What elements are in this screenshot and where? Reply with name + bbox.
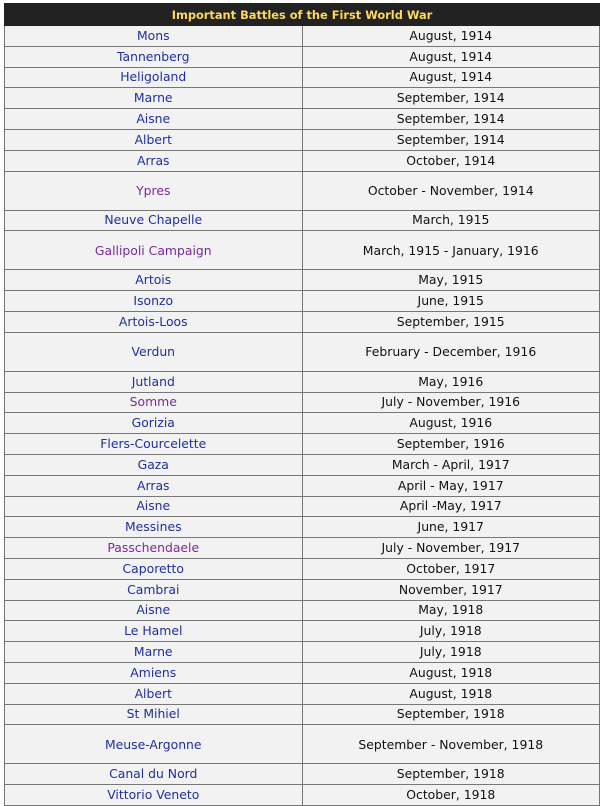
battle-date: October, 1917 bbox=[302, 558, 600, 579]
battle-date: June, 1915 bbox=[302, 291, 600, 312]
table-row bbox=[5, 538, 600, 559]
battle-link[interactable]: Gaza bbox=[137, 456, 169, 472]
battle-cell bbox=[5, 642, 303, 663]
table-header-row bbox=[5, 4, 600, 26]
battle-date: September, 1918 bbox=[302, 764, 600, 785]
battle-date: September - November, 1918 bbox=[302, 725, 600, 764]
battle-date: March, 1915 - January, 1916 bbox=[302, 231, 600, 270]
battle-date: August, 1916 bbox=[302, 413, 600, 434]
table-row bbox=[5, 475, 600, 496]
table-title: Important Battles of the First World War bbox=[5, 4, 600, 26]
battle-link[interactable]: Flers-Courcelette bbox=[100, 436, 207, 452]
battle-cell bbox=[5, 434, 303, 455]
battle-link[interactable]: Messines bbox=[124, 519, 182, 535]
battle-link[interactable]: Artois bbox=[135, 272, 172, 288]
battle-link[interactable]: Gorizia bbox=[131, 415, 175, 431]
battle-date: July, 1918 bbox=[302, 642, 600, 663]
battle-link[interactable]: Mons bbox=[136, 27, 170, 43]
table-row bbox=[5, 88, 600, 109]
battle-date: July, 1918 bbox=[302, 621, 600, 642]
table-row bbox=[5, 725, 600, 764]
battle-cell bbox=[5, 683, 303, 704]
table-row bbox=[5, 109, 600, 130]
table-row bbox=[5, 558, 600, 579]
battle-date: October, 1918 bbox=[302, 785, 600, 806]
table-row bbox=[5, 150, 600, 171]
battle-link[interactable]: Albert bbox=[134, 685, 172, 701]
battle-date: April -May, 1917 bbox=[302, 496, 600, 517]
battle-cell bbox=[5, 150, 303, 171]
table-row bbox=[5, 210, 600, 231]
battle-cell bbox=[5, 332, 303, 371]
battle-link[interactable]: Passchendaele bbox=[107, 540, 200, 556]
battle-date: October, 1914 bbox=[302, 150, 600, 171]
battle-cell bbox=[5, 291, 303, 312]
battle-link[interactable]: Arras bbox=[137, 152, 170, 168]
table-row bbox=[5, 704, 600, 725]
battle-cell bbox=[5, 475, 303, 496]
battle-link[interactable]: Canal du Nord bbox=[109, 766, 198, 782]
battle-cell bbox=[5, 764, 303, 785]
battle-link[interactable]: Cambrai bbox=[127, 581, 180, 597]
battle-cell bbox=[5, 785, 303, 806]
battle-link[interactable]: Meuse-Argonne bbox=[104, 736, 202, 752]
battle-link[interactable]: Heligoland bbox=[120, 69, 187, 85]
battle-link[interactable]: Verdun bbox=[131, 344, 176, 360]
battle-link[interactable]: Marne bbox=[133, 90, 173, 106]
battle-cell bbox=[5, 231, 303, 270]
battle-date: September, 1914 bbox=[302, 129, 600, 150]
battle-link[interactable]: Jutland bbox=[131, 373, 175, 389]
table-row bbox=[5, 270, 600, 291]
battle-date: May, 1916 bbox=[302, 371, 600, 392]
battle-link[interactable]: Aisne bbox=[136, 602, 171, 618]
battle-link[interactable]: Le Hamel bbox=[124, 623, 183, 639]
battle-cell bbox=[5, 311, 303, 332]
battle-date: August, 1914 bbox=[302, 26, 600, 47]
battle-link[interactable]: Aisne bbox=[136, 111, 171, 127]
table-row bbox=[5, 291, 600, 312]
table-row bbox=[5, 371, 600, 392]
battle-cell bbox=[5, 46, 303, 67]
table-row bbox=[5, 785, 600, 806]
table-row bbox=[5, 517, 600, 538]
table-row bbox=[5, 600, 600, 621]
battle-cell bbox=[5, 725, 303, 764]
table-row bbox=[5, 621, 600, 642]
table-row bbox=[5, 46, 600, 67]
battle-cell bbox=[5, 67, 303, 88]
battle-link[interactable]: Marne bbox=[133, 644, 173, 660]
battle-link[interactable]: Tannenberg bbox=[116, 48, 190, 64]
battle-date: July - November, 1917 bbox=[302, 538, 600, 559]
battles-table bbox=[4, 3, 600, 806]
battle-date: March - April, 1917 bbox=[302, 454, 600, 475]
table-row bbox=[5, 434, 600, 455]
battle-date: September, 1914 bbox=[302, 109, 600, 130]
battle-cell bbox=[5, 210, 303, 231]
battles-table-container bbox=[4, 3, 600, 806]
battle-link[interactable]: Amiens bbox=[130, 664, 177, 680]
table-row bbox=[5, 683, 600, 704]
table-row bbox=[5, 496, 600, 517]
battle-date: March, 1915 bbox=[302, 210, 600, 231]
battle-cell bbox=[5, 621, 303, 642]
battle-date: August, 1914 bbox=[302, 46, 600, 67]
battle-cell bbox=[5, 579, 303, 600]
battle-cell bbox=[5, 600, 303, 621]
battle-link[interactable]: Gallipoli Campaign bbox=[94, 242, 212, 258]
battle-cell bbox=[5, 270, 303, 291]
battle-cell bbox=[5, 88, 303, 109]
table-row bbox=[5, 764, 600, 785]
battle-date: September, 1915 bbox=[302, 311, 600, 332]
table-row bbox=[5, 67, 600, 88]
battle-date: July - November, 1916 bbox=[302, 392, 600, 413]
battle-date: September, 1914 bbox=[302, 88, 600, 109]
battle-date: August, 1918 bbox=[302, 662, 600, 683]
battle-link[interactable]: Arras bbox=[137, 477, 170, 493]
table-row bbox=[5, 642, 600, 663]
table-row bbox=[5, 413, 600, 434]
battle-cell bbox=[5, 558, 303, 579]
table-row bbox=[5, 311, 600, 332]
battle-link[interactable]: Ypres bbox=[136, 183, 171, 199]
battle-date: May, 1915 bbox=[302, 270, 600, 291]
battle-cell bbox=[5, 171, 303, 210]
table-row bbox=[5, 392, 600, 413]
battle-date: April - May, 1917 bbox=[302, 475, 600, 496]
battle-link[interactable]: Aisne bbox=[136, 498, 171, 514]
table-body bbox=[5, 26, 600, 806]
table-row bbox=[5, 332, 600, 371]
battle-date: May, 1918 bbox=[302, 600, 600, 621]
battle-date: September, 1916 bbox=[302, 434, 600, 455]
battle-date: June, 1917 bbox=[302, 517, 600, 538]
table-row bbox=[5, 662, 600, 683]
battle-cell bbox=[5, 413, 303, 434]
table-row bbox=[5, 26, 600, 47]
battle-link[interactable]: Albert bbox=[134, 131, 172, 147]
battle-cell bbox=[5, 662, 303, 683]
battle-cell bbox=[5, 26, 303, 47]
battle-date: November, 1917 bbox=[302, 579, 600, 600]
table-row bbox=[5, 129, 600, 150]
battle-cell bbox=[5, 392, 303, 413]
table-row bbox=[5, 231, 600, 270]
battle-link[interactable]: Isonzo bbox=[133, 293, 174, 309]
battle-cell bbox=[5, 538, 303, 559]
battle-cell bbox=[5, 454, 303, 475]
battle-date: September, 1918 bbox=[302, 704, 600, 725]
table-row bbox=[5, 454, 600, 475]
battle-date: August, 1914 bbox=[302, 67, 600, 88]
table-row bbox=[5, 579, 600, 600]
battle-cell bbox=[5, 704, 303, 725]
battle-date: October - November, 1914 bbox=[302, 171, 600, 210]
battle-cell bbox=[5, 109, 303, 130]
battle-cell bbox=[5, 517, 303, 538]
table-row bbox=[5, 171, 600, 210]
battle-link[interactable]: Vittorio Veneto bbox=[107, 787, 200, 802]
battle-link[interactable]: Caporetto bbox=[122, 560, 184, 576]
battle-date: February - December, 1916 bbox=[302, 332, 600, 371]
battle-cell bbox=[5, 496, 303, 517]
battle-link[interactable]: Somme bbox=[129, 394, 177, 410]
battle-link[interactable]: Artois-Loos bbox=[118, 313, 188, 329]
battle-cell bbox=[5, 129, 303, 150]
battle-cell bbox=[5, 371, 303, 392]
battle-date: August, 1918 bbox=[302, 683, 600, 704]
battle-link[interactable]: Neuve Chapelle bbox=[104, 212, 203, 228]
battle-link[interactable]: St Mihiel bbox=[126, 706, 180, 722]
